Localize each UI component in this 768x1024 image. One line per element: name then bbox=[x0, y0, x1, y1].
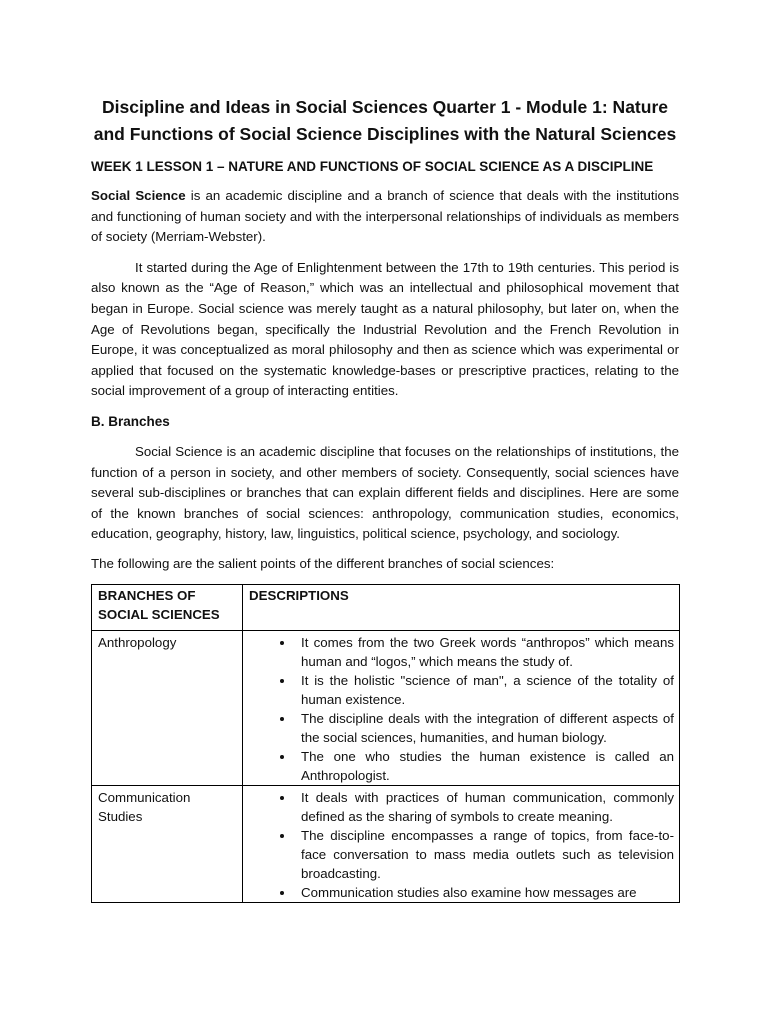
table-header-row bbox=[92, 584, 680, 630]
history-paragraph: It started during the Age of Enlightenment between the 17th to 19th centuries. This period is also known as the “Age of Reason,” which was an intellectual and philosophical movement that began in Europe. Social science was merely taught as a natural philosophy, but later on, when the Age of Revolutions began, specifically the Industrial Revolution and the French Revolution in Europe, it was conceptualized as moral philosophy and then as science which was experimental or applied that focused on the systematic knowledge-bases or prescriptive practices, relating to the social improvement of a group of interacting entities. bbox=[91, 259, 679, 399]
description-list bbox=[249, 633, 674, 785]
header-descriptions: DESCRIPTIONS bbox=[243, 584, 680, 630]
list-item-text: • Communication studies also examine how messages are bbox=[301, 884, 637, 900]
list-item: • It is the holistic "science of man", a science of the totality of human existence. bbox=[295, 671, 674, 709]
list-item: • The discipline deals with the integration of different aspects of the social sciences, humanities, and human biology. bbox=[295, 709, 674, 747]
branch-description bbox=[243, 785, 680, 902]
list-item: • It comes from the two Greek words “anthropos” which means human and “logos,” which means the study of. bbox=[295, 633, 674, 671]
document-title: Discipline and Ideas in Social Sciences Quarter 1 - Module 1: Nature and Functions of Social Science Disciplines with the Natural Sciences bbox=[93, 97, 677, 144]
list-item bbox=[295, 883, 674, 902]
section-heading-branches: B. Branches bbox=[91, 413, 170, 429]
branches-paragraph: Social Science is an academic discipline that focuses on the relationships of institutions, the function of a person in society, and other members of society. Consequently, social sciences have several sub-disciplines or branches that can explain different fields and disciplines. Here are some of the known branches of social sciences: anthropology, communication studies, economics, education, geography, history, law, linguistics, political science, psychology, and sociology. bbox=[91, 443, 679, 542]
definition-paragraph bbox=[91, 186, 679, 248]
table-row bbox=[92, 785, 680, 902]
definition-text: is an academic discipline and a branch of science that deals with the institutions and functioning of human society and with the interpersonal relationships of individuals as members of society (Merriam-Webster). bbox=[91, 188, 679, 245]
header-branches: BRANCHES OF SOCIAL SCIENCES bbox=[92, 584, 243, 630]
table-row bbox=[92, 630, 680, 785]
list-item: • The discipline encompasses a range of topics, from face-to-face conversation to mass media outlets such as television broadcasting. bbox=[295, 826, 674, 883]
definition-term: Social Science bbox=[91, 188, 186, 203]
branches-table bbox=[91, 584, 680, 903]
branch-description bbox=[243, 630, 680, 785]
document-page bbox=[91, 94, 679, 903]
branch-name: Anthropology bbox=[92, 630, 243, 785]
list-item: • It deals with practices of human communication, commonly defined as the sharing of symbols to create meaning. bbox=[295, 788, 674, 826]
description-list bbox=[249, 788, 674, 902]
table-intro: The following are the salient points of the different branches of social sciences: bbox=[91, 555, 555, 571]
branch-name: Communication Studies bbox=[92, 785, 243, 902]
list-item: • The one who studies the human existence is called an Anthropologist. bbox=[295, 747, 674, 785]
week-heading: WEEK 1 LESSON 1 – NATURE AND FUNCTIONS OF SOCIAL SCIENCE AS A DISCIPLINE bbox=[91, 159, 654, 174]
